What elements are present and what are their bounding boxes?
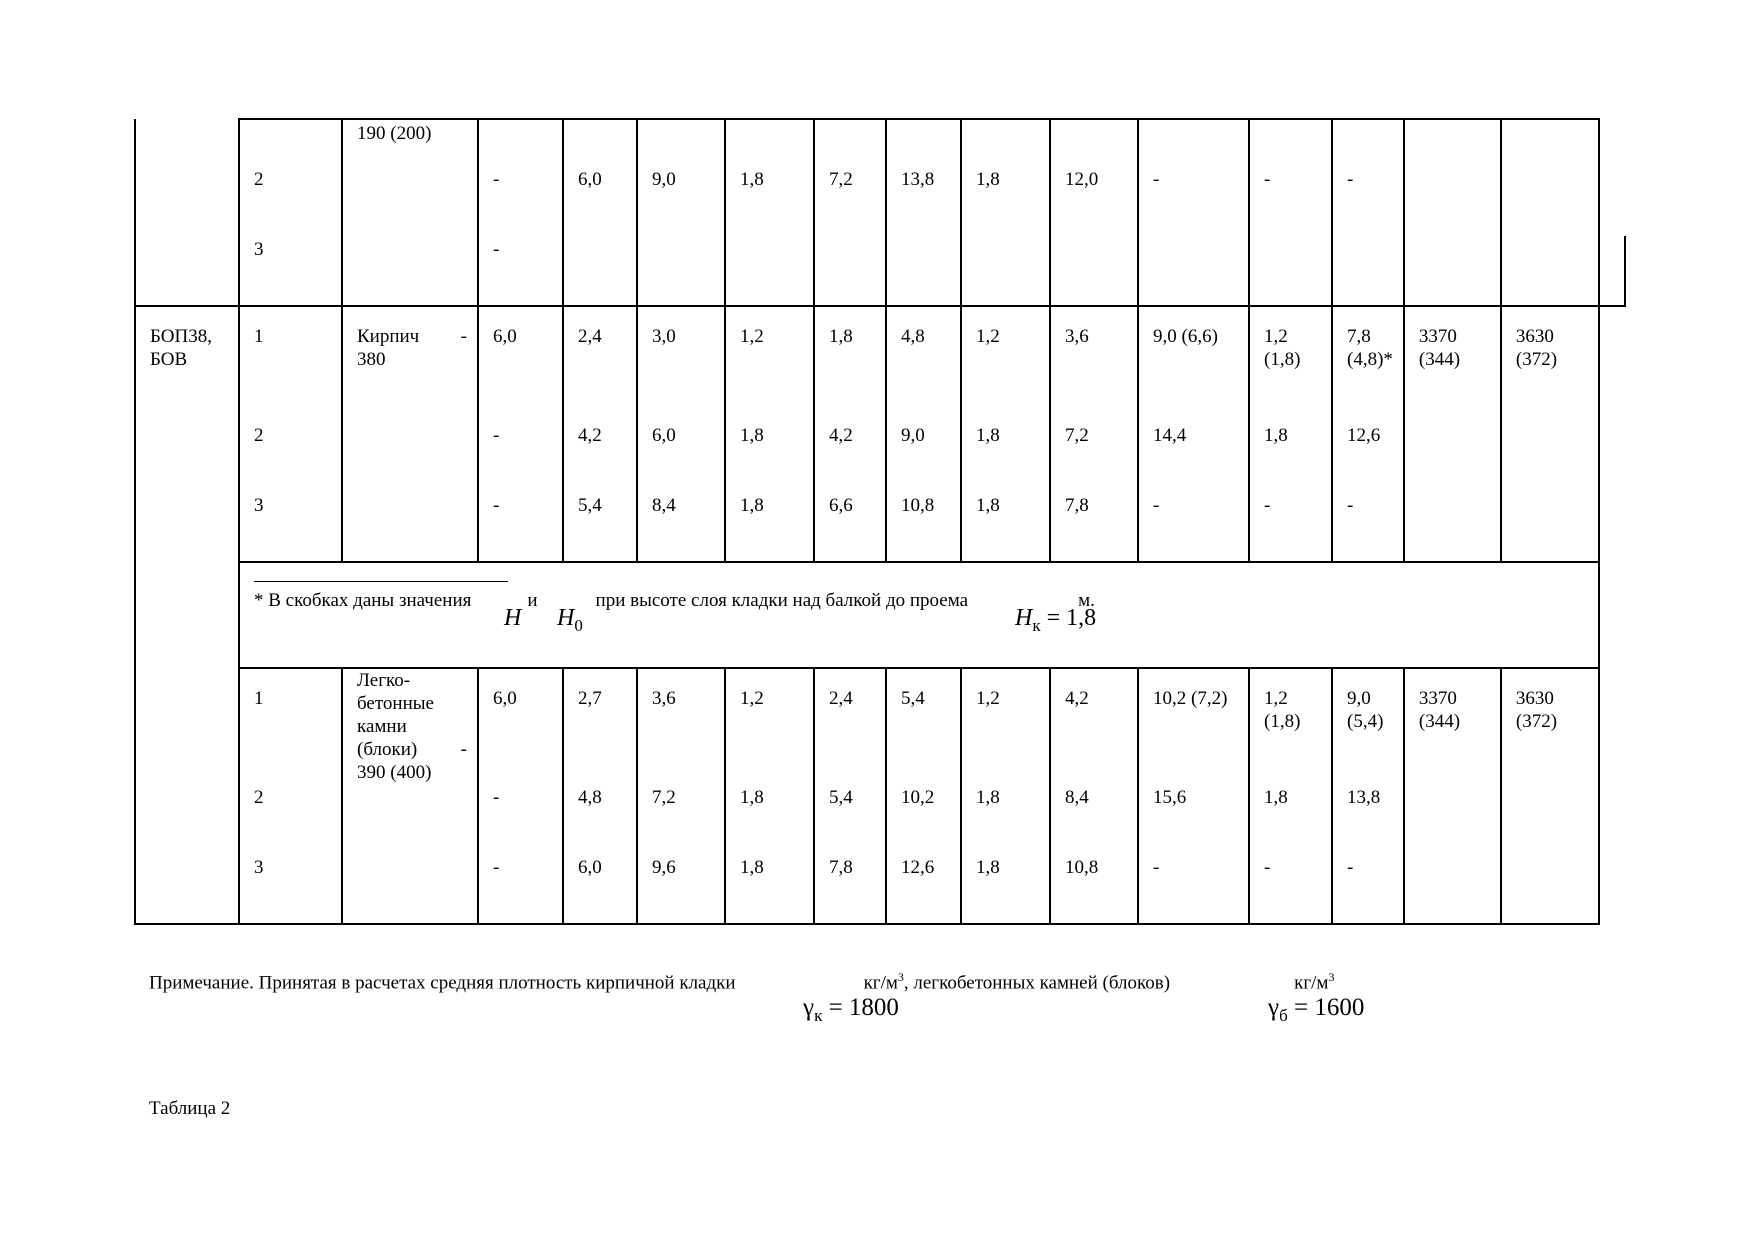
table-note-row [135, 562, 1625, 668]
table-row: 2 - 4,2 6,0 1,8 4,2 9,0 1,8 7,2 14,4 1,8 12,6 [135, 422, 1625, 492]
table-cell [239, 119, 342, 166]
gamma-k-formula: $\gamma_к = 1800$ [803, 994, 899, 1025]
note-separator [254, 581, 508, 582]
symbol-h0: $H_0$ [557, 605, 583, 635]
density-footnote: Примечание. Принятая в расчетах средняя плотность кирпичной кладки $кг/м^3$, легкобетонных камней (блоков) $кг/м^3$ [149, 970, 1335, 994]
brand-cell [135, 119, 239, 306]
table-note: * В скобках даны значения и при высоте слоя кладки над балкой до проема м. H $H_0$ $H_к = 1,8$ [239, 562, 1599, 668]
table-row: 3 - 5,4 8,4 1,8 6,6 10,8 1,8 7,8 - - - [135, 492, 1625, 562]
material-cell: Кирпич - 380 [342, 306, 478, 422]
symbol-hk: $H_к = 1,8$ [1015, 605, 1097, 635]
brand-cell: БОП38, БОВ [135, 306, 239, 924]
table-row [135, 119, 1625, 166]
table-row: БОП38, БОВ 1 Кирпич - 380 6,0 2,4 3,0 1,2 1,8 4,8 1,2 3,6 9,0 (6,6) 1,2 (1,8) 7,8 (4,8)* 3370 (344) 3630 (372) [135, 306, 1625, 422]
symbol-h: H [504, 605, 522, 631]
table-row: 3 - [135, 236, 1625, 306]
table-row: 2 - 4,8 7,2 1,8 5,4 10,2 1,8 8,4 15,6 1,8 13,8 [135, 784, 1625, 854]
material-cell: Легко- бетонные камни (блоки) - 390 (400) [342, 668, 478, 784]
beam-table [134, 118, 1626, 925]
gamma-b-formula: $\gamma_б = 1600$ [1268, 994, 1365, 1025]
table-row: 1 Легко- бетонные камни (блоки) - 390 (400) 6,0 2,7 3,6 1,2 2,4 5,4 1,2 4,2 10,2 (7,2) 1,2 (1,8) 9,0 (5,4) 3370 (344) 3630 (372) [135, 668, 1625, 784]
table-row: 2 - 6,0 9,0 1,8 7,2 13,8 1,8 12,0 - - - [135, 166, 1625, 236]
table-row: 3 - 6,0 9,6 1,8 7,8 12,6 1,8 10,8 - - - [135, 854, 1625, 924]
table-caption: Таблица 2 [149, 1098, 231, 1119]
material-cell: 190 (200) [342, 119, 478, 166]
